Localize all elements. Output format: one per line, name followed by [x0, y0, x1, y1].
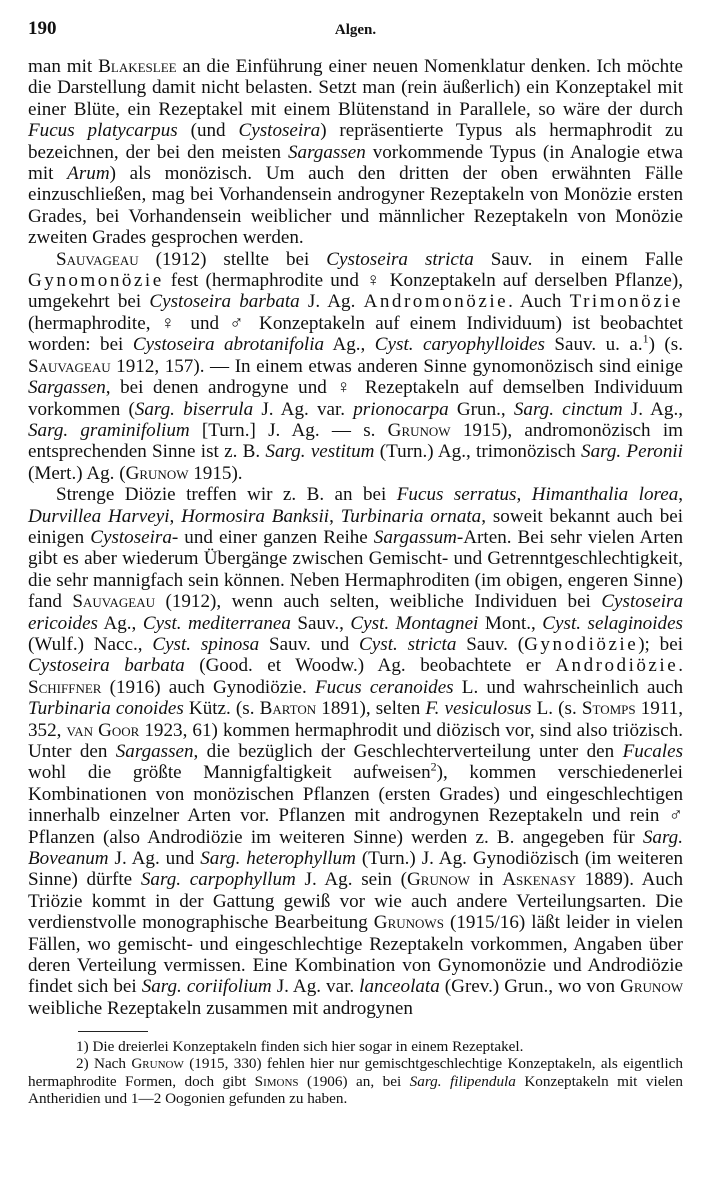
text-run: Androdiözie [555, 655, 679, 677]
text-run: Andromonözie [363, 291, 509, 313]
text-run: Gynomonözie [28, 270, 164, 292]
text-run: Sarg. cinctum [513, 398, 623, 420]
text-run: Cystoseira- [90, 526, 179, 548]
text-run: ) repräsentierte Typus als hermaphrodit zu bezeichnen, der bei den meisten [28, 120, 684, 163]
text-run: , bei denen androgyne und ♀ Rezeptakeln auf demselben Individuum vorkommen ( [28, 377, 683, 420]
text-run: , [516, 484, 532, 506]
footnotes [28, 1038, 683, 1107]
text-run: Fucus serratus [396, 484, 517, 506]
text-run: L. und wahrscheinlich auch [453, 676, 684, 698]
text-run: Sarg. heterophyllum [200, 848, 356, 870]
text-run: , [329, 505, 341, 527]
text-run: (1906) an, bei [298, 1072, 410, 1090]
text-run: L. (s. [531, 698, 582, 720]
text-run: Sauv. in einem Falle [473, 248, 683, 270]
text-run: [Turn.] J. Ag. — s. [189, 419, 388, 441]
text-run: Sargassen [287, 141, 366, 163]
text-run: in [469, 869, 503, 891]
text-run: Strenge Diözie treffen wir z. B. an bei [56, 484, 397, 506]
text-run: . Auch [508, 291, 570, 313]
text-run: wohl die größte Mannigfaltigkeit aufweisen [28, 762, 431, 784]
text-run: van Goor [66, 719, 140, 741]
text-run: Cyst. mediterranea [142, 612, 291, 634]
text-run: 1915), andromonözisch im entsprechenden Sinne ist z. B. [28, 419, 683, 463]
text-run: Blakeslee [98, 56, 177, 77]
footnote-1 [28, 1038, 683, 1055]
text-run: Cystoseira [238, 120, 321, 142]
text-run: Cyst. caryophylloides [374, 334, 545, 356]
text-run: Schiffner [28, 676, 102, 698]
text-run: ), kommen verschiedenerlei Kombinationen von monözischen Pflanzen (ersten Grades) und eingeschlechtigen innerhalb einzelner Arten vor. Pflanzen mit androgynen Rezeptakeln und rein ♂ Pflanzen (also Androdiözie im weiteren Sinne) werden z. B. angegeben für [28, 762, 683, 848]
text-run: Cystoseira abrotanifolia [132, 334, 325, 356]
text-run: ); bei [638, 633, 684, 655]
text-run: 1915). [188, 462, 243, 484]
text-run: , [169, 505, 182, 527]
text-run: Sargassum- [373, 526, 464, 548]
text-run: (1915/16) läßt leider in vielen Fällen, wo gemischt- und eingeschlechtige Rezeptakeln vorkommen, Angaben über deren Verteilung vermissen. Eine Kombination von Gynomonözie und Androdiözie findet sich bei [28, 912, 684, 998]
text-run: 2 [430, 760, 437, 775]
text-run: Sarg. Peronii [581, 441, 683, 463]
text-run: , die bezüglich der Geschlechterverteilung unter den [193, 741, 623, 762]
text-run: Kütz. (s. [183, 698, 260, 720]
text-run: ) (s. [648, 334, 683, 356]
text-run: (Grev.) Grun., wo von [439, 976, 621, 998]
text-run: Sargassen [28, 377, 106, 399]
text-run: (Turn.) J. Ag. Gynodiözisch (im weiteren Sinne) dürfte [28, 848, 683, 891]
text-run: Sauv. u. a. [544, 334, 643, 356]
text-run: Grunow [620, 976, 683, 998]
text-run: Sarg. filipendula [409, 1072, 516, 1090]
text-run: Cystoseira stricta [326, 248, 474, 270]
text-run: (1912) stellte bei [138, 248, 327, 270]
text-run: 1 [642, 331, 649, 346]
text-run: Grunow [131, 1055, 184, 1073]
text-run: Fucus ceranoides [314, 676, 454, 698]
text-run: Cyst. Montagnei [350, 612, 479, 634]
footnote-2 [28, 1055, 683, 1107]
main-text [28, 56, 683, 1019]
text-run: Fucus platycarpus [28, 120, 178, 142]
text-run: prionocarpa [353, 398, 449, 420]
text-run: Trimonözie [569, 291, 683, 313]
text-run: (Good. et Woodw.) Ag. beobachtete er [184, 655, 556, 677]
text-run: Gynodiözie [524, 633, 639, 655]
text-run: Sauvageau [56, 248, 139, 270]
text-run: Sarg. carpophyllum [140, 869, 296, 891]
text-run: (1915, 330) fehlen hier nur gemischtgeschlechtige Konzeptakeln, als eigentlich hermaphrodite Formen, doch gibt [28, 1055, 683, 1090]
text-run: (1912), wenn auch selten, weibliche Individuen bei [155, 591, 602, 613]
text-run: F. vesiculosus [425, 698, 532, 720]
running-title: Algen. [334, 22, 377, 38]
text-run: J. Ag. sein ( [295, 869, 408, 891]
text-run: Askenasy [502, 869, 576, 891]
text-run: (1916) auch Gynodiözie. [101, 676, 315, 698]
text-run: Sargassen [115, 741, 194, 762]
text-run: (Wulf.) Nacc., [28, 633, 153, 655]
text-run: Grunow [125, 462, 189, 484]
text-run: Turbinaria conoides [28, 698, 184, 720]
text-run: Sarg. graminifolium [28, 419, 190, 441]
page-header [28, 18, 683, 48]
text-run: (Turn.) Ag., trimonözisch [374, 441, 582, 463]
text-run: Ag., [324, 334, 375, 356]
footnote-rule [78, 1031, 148, 1032]
text-run: weibliche Rezeptakeln zusammen mit androgynen [28, 997, 413, 1019]
text-run: Simons [254, 1072, 299, 1090]
text-run: Sauvageau [72, 591, 155, 613]
text-run: Sarg. coriifolium [141, 976, 272, 998]
text-run: und einer ganzen Reihe [178, 526, 374, 548]
text-run: Arum [67, 163, 110, 185]
text-run: Cyst. spinosa [152, 633, 260, 655]
text-run: Cystoseira barbata [149, 291, 300, 313]
text-run: 1889). Auch Triözie kommt in der Gattung gewiß vor wie auch andere Verteilungsarten. Die verdienstvolle monographische Bearbeitung [28, 869, 683, 934]
text-run: (und [177, 120, 239, 142]
text-run: J. Ag. und [108, 848, 201, 870]
text-run: (Mert.) Ag. ( [28, 462, 126, 484]
text-run: ) als monözisch. Um auch den dritten der oben erwähnten Fälle einzuschließen, mag bei Vorhandensein androgyner Rezeptakeln von Monözie ersten Grades, bei Vorhandensein weiblicher und männlicher Rezeptakeln von Monözie zweiten Grades gesprochen werden. [28, 163, 683, 249]
text-run: Sauv., [290, 612, 351, 634]
text-run: vorkommende Typus (in Analogie etwa mit [28, 141, 683, 185]
text-run: Stomps [581, 698, 636, 720]
text-run: Sarg. Boveanum [28, 826, 683, 870]
text-run: Sauv. und [259, 633, 360, 655]
text-run: Cyst. selaginoides [542, 612, 683, 634]
text-run: 1923, 61) kommen hermaphrodit und diözisch vor, sind also triözisch. Unter den [28, 719, 684, 762]
text-run: lanceolata [359, 976, 440, 998]
text-run: Grunow [387, 419, 451, 441]
text-run: J. Ag., [622, 398, 684, 420]
text-run: , [678, 484, 684, 506]
text-run: 1891), selten [316, 698, 426, 720]
page-number: 190 [28, 18, 57, 39]
text-run: 2) Nach [76, 1055, 132, 1073]
text-run: Turbinaria ornata [340, 505, 482, 527]
text-run: Sarg. biserrula [134, 398, 254, 420]
text-run: Fucales [622, 741, 684, 762]
text-run: J. Ag. var. [271, 976, 360, 998]
text-run: Grun., [448, 398, 514, 420]
text-run: Konzeptakeln mit vielen Antheridien und 1—2 Oogonien gefunden zu haben. [28, 1072, 683, 1107]
text-run: (hermaphrodite, ♀ und ♂ Konzeptakeln auf einem Individuum) ist beobachtet worden: bei [28, 312, 683, 356]
text-run: Grunow [407, 869, 470, 891]
text-run: Sauvageau [28, 355, 111, 377]
paragraph-1 [28, 56, 683, 249]
text-run: man mit [28, 56, 99, 77]
text-run: . [678, 655, 683, 677]
text-run: Sauv. ( [456, 633, 525, 655]
text-run: Ag., [98, 612, 143, 634]
text-run: J. Ag. [299, 291, 364, 313]
text-run: Cystoseira ericoides [28, 591, 683, 634]
text-run: Himanthalia lorea [531, 484, 679, 506]
paragraph-3 [28, 484, 683, 1019]
text-run: Durvillea Harveyi [28, 505, 170, 527]
text-run: Arten. Bei sehr vielen Arten gibt es aber wiederum Übergänge zwischen Gemischt- und Getrenntgeschlechtigkeit, die sehr mannigfach sein können. Neben Hermaphroditen (im obigen, engeren Sinne) fand [28, 526, 683, 613]
text-run: Cystoseira barbata [28, 655, 185, 677]
text-run: an die Einführung einer neuen Nomenklatur denken. Ich möchte die Darstellung damit nicht belasten. Setzt man (rein äußerlich) ein Konzeptakel mit einer Blüte, ein Rezeptakel mit einem Blütenstand in Parallele, so wäre der durch [28, 56, 683, 120]
text-run: 1) Die dreierlei Konzeptakeln finden sich hier sogar in einem Rezeptakel. [76, 1038, 524, 1056]
text-run: Mont., [478, 612, 543, 634]
text-run: 1912, 157). — In einem etwas anderen Sinne gynomonözisch sind einige [110, 355, 683, 377]
text-run: Hormosira Banksii [181, 505, 330, 527]
text-run: Grunows [373, 912, 444, 934]
paragraph-2 [28, 249, 683, 484]
text-run: 1911, 352, [28, 698, 684, 741]
text-run: Sarg. vestitum [265, 441, 375, 463]
text-run: , soweit bekannt auch bei einigen [28, 505, 684, 548]
text-run: Cyst. stricta [359, 633, 457, 655]
text-run: Barton [259, 698, 317, 720]
text-run: J. Ag. var. [253, 398, 354, 420]
text-run: fest (hermaphrodite und ♀ Konzeptakeln auf derselben Pflanze), umgekehrt bei [28, 270, 683, 313]
